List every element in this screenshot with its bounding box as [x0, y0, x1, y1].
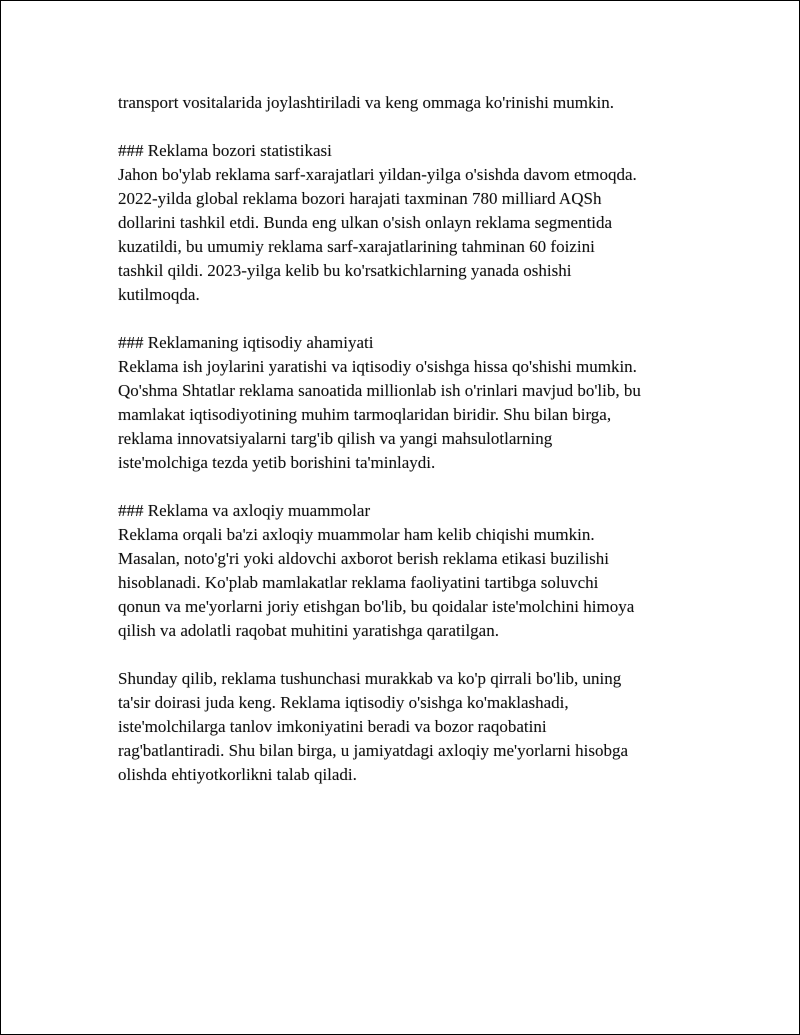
text-line: 2022-yilda global reklama bozori harajati taxminan 780 milliard AQSh	[118, 189, 602, 208]
text-line: qilish va adolatli raqobat muhitini yaratishga qaratilgan.	[118, 621, 499, 640]
paragraph-gap	[118, 307, 698, 331]
text-line: tashkil qildi. 2023-yilga kelib bu ko'rsatkichlarning yanada oshishi	[118, 261, 572, 280]
text-line: Jahon bo'ylab reklama sarf-xarajatlari yildan-yilga o'sishda davom etmoqda.	[118, 165, 637, 184]
text-line: mamlakat iqtisodiyotining muhim tarmoqlaridan biridir. Shu bilan birga,	[118, 405, 612, 424]
document-body	[118, 91, 698, 787]
conclusion-line: olishda ehtiyotkorlikni talab qiladi.	[118, 765, 357, 784]
paragraph-gap	[118, 643, 698, 667]
conclusion-line: rag'batlantiradi. Shu bilan birga, u jamiyatdagi axloqiy me'yorlarni hisobga	[118, 741, 629, 760]
text-line: Reklama ish joylarini yaratishi va iqtisodiy o'sishga hissa qo'shishi mumkin.	[118, 357, 637, 376]
intro-line: transport vositalarida joylashtiriladi va keng ommaga ko'rinishi mumkin.	[118, 93, 614, 112]
paragraph-gap	[118, 115, 698, 139]
text-line: dollarini tashkil etdi. Bunda eng ulkan o'sish onlayn reklama segmentida	[118, 213, 613, 232]
text-line: kuzatildi, bu umumiy reklama sarf-xarajatlarining tahminan 60 foizini	[118, 237, 595, 256]
text-line: Reklama orqali ba'zi axloqiy muammolar ham kelib chiqishi mumkin.	[118, 525, 595, 544]
conclusion-line: iste'molchilarga tanlov imkoniyatini beradi va bozor raqobatini	[118, 717, 547, 736]
text-line: Masalan, noto'g'ri yoki aldovchi axborot berish reklama etikasi buzilishi	[118, 549, 609, 568]
text-line: hisoblanadi. Ko'plab mamlakatlar reklama faoliyatini tartibga soluvchi	[118, 573, 599, 592]
section-heading-statistics: ### Reklama bozori statistikasi	[118, 141, 332, 160]
text-line: Qo'shma Shtatlar reklama sanoatida millionlab ish o'rinlari mavjud bo'lib, bu	[118, 381, 641, 400]
paragraph-gap	[118, 475, 698, 499]
conclusion-line: ta'sir doirasi juda keng. Reklama iqtisodiy o'sishga ko'maklashadi,	[118, 693, 569, 712]
text-line: qonun va me'yorlarni joriy etishgan bo'lib, bu qoidalar iste'molchini himoya	[118, 597, 635, 616]
text-line: iste'molchiga tezda yetib borishini ta'minlaydi.	[118, 453, 436, 472]
section-heading-economic-importance: ### Reklamaning iqtisodiy ahamiyati	[118, 333, 374, 352]
conclusion-line: Shunday qilib, reklama tushunchasi murakkab va ko'p qirrali bo'lib, uning	[118, 669, 622, 688]
text-line: kutilmoqda.	[118, 285, 200, 304]
section-heading-ethical-issues: ### Reklama va axloqiy muammolar	[118, 501, 371, 520]
text-line: reklama innovatsiyalarni targ'ib qilish va yangi mahsulotlarning	[118, 429, 553, 448]
